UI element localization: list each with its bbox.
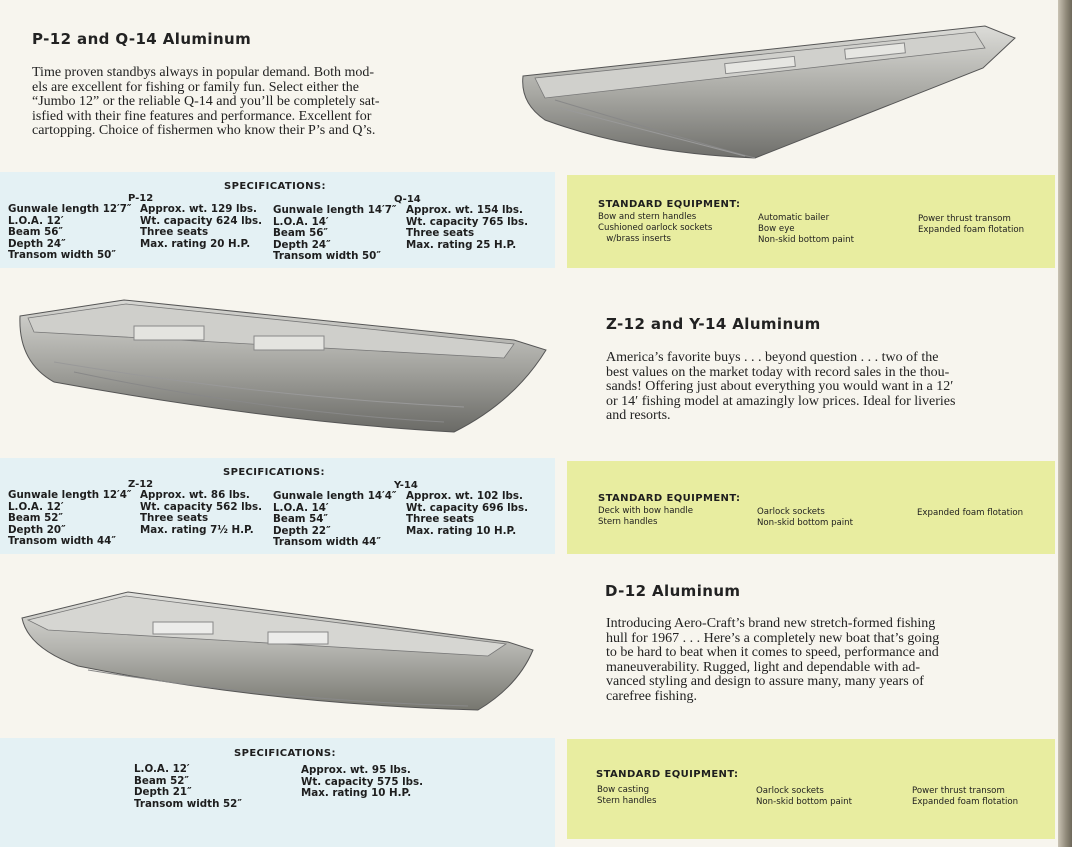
description-line: els are excellent for fishing or family fun. Select either the bbox=[32, 79, 359, 95]
spec-list-z12-dimensions: Gunwale length 12′4″ L.O.A. 12′ Beam 52″ Depth 20″ Transom width 44″ bbox=[8, 489, 132, 548]
description-line: “Jumbo 12” or the reliable Q-14 and you’ll be completely sat- bbox=[32, 94, 380, 109]
section-title-p12-q14: P-12 and Q-14 Aluminum bbox=[32, 30, 252, 48]
spec-list-p12-ratings: Approx. wt. 129 lbs. Wt. capacity 624 lbs. Three seats Max. rating 20 H.P. bbox=[140, 203, 263, 250]
model-label-y14: Y-14 bbox=[394, 480, 418, 491]
description-line: best values on the market today with record sales in the thou- bbox=[606, 364, 950, 380]
description-line: America’s favorite buys . . . beyond question . . . two of the bbox=[606, 350, 939, 365]
boat-photo-d12 bbox=[18, 586, 538, 716]
section-title-z12-y14: Z-12 and Y-14 Aluminum bbox=[606, 315, 821, 333]
section-title-d12: D-12 Aluminum bbox=[605, 582, 741, 600]
equipment-list: Bow casting Stern handles bbox=[597, 785, 657, 806]
spec-list-q14-dimensions: Gunwale length 14′7″ L.O.A. 14′ Beam 56″ Depth 24″ Transom width 50″ bbox=[273, 204, 397, 263]
description-line: and resorts. bbox=[606, 408, 671, 423]
standard-equipment-title: STANDARD EQUIPMENT: bbox=[598, 493, 741, 504]
description-line: sands! Offering just about everything you would want in a 12′ bbox=[606, 379, 954, 394]
description-line: hull for 1967 . . . Here’s a completely new boat that’s going bbox=[606, 630, 940, 646]
description-line: Time proven standbys always in popular demand. Both mod- bbox=[32, 65, 375, 80]
description-line: or 14′ fishing model at amazingly low prices. Ideal for liveries bbox=[606, 393, 956, 409]
boat-photo-p12-q14 bbox=[515, 8, 1025, 166]
spec-list-y14-dimensions: Gunwale length 14′4″ L.O.A. 14′ Beam 54″ Depth 22″ Transom width 44″ bbox=[273, 490, 397, 549]
description-line: isfied with their fine features and performance. Excellent for bbox=[32, 108, 372, 124]
specifications-title: SPECIFICATIONS: bbox=[224, 181, 326, 192]
spec-list-q14-ratings: Approx. wt. 154 lbs. Wt. capacity 765 lbs. Three seats Max. rating 25 H.P. bbox=[406, 204, 529, 251]
section-description-p12-q14 bbox=[32, 66, 430, 139]
specifications-title: SPECIFICATIONS: bbox=[223, 467, 325, 478]
description-line: maneuverability. Rugged, light and dependable with ad- bbox=[606, 659, 921, 675]
spec-list-z12-ratings: Approx. wt. 86 lbs. Wt. capacity 562 lbs. Three seats Max. rating 7½ H.P. bbox=[140, 489, 263, 536]
equipment-list: Power thrust transom Expanded foam flotation bbox=[918, 214, 1025, 235]
section-description-z12-y14 bbox=[606, 351, 1004, 424]
description-line: cartopping. Choice of fishermen who know their P’s and Q’s. bbox=[32, 123, 376, 138]
equipment-list: Oarlock sockets Non-skid bottom paint bbox=[756, 786, 852, 807]
spec-list-d12-dimensions: L.O.A. 12′ Beam 52″ Depth 21″ Transom width 52″ bbox=[134, 763, 242, 810]
model-label-p12: P-12 bbox=[128, 193, 154, 204]
equipment-list: Oarlock sockets Non-skid bottom paint bbox=[757, 507, 853, 528]
boat-photo-z12-y14 bbox=[14, 292, 550, 442]
equipment-list: Bow and stern handles Cushioned oarlock sockets w/brass inserts bbox=[598, 212, 713, 244]
equipment-list: Expanded foam flotation bbox=[917, 508, 1024, 518]
spec-list-y14-ratings: Approx. wt. 102 lbs. Wt. capacity 696 lbs. Three seats Max. rating 10 H.P. bbox=[406, 490, 529, 537]
specifications-title: SPECIFICATIONS: bbox=[234, 748, 336, 759]
standard-equipment-title: STANDARD EQUIPMENT: bbox=[598, 199, 741, 210]
description-line: Introducing Aero-Craft’s brand new stretch-formed fishing bbox=[606, 616, 936, 631]
spec-list-d12-ratings: Approx. wt. 95 lbs. Wt. capacity 575 lbs. Max. rating 10 H.P. bbox=[301, 764, 424, 800]
equipment-list: Automatic bailer Bow eye Non-skid bottom paint bbox=[758, 213, 854, 245]
equipment-list: Deck with bow handle Stern handles bbox=[598, 506, 694, 527]
page-binding-edge bbox=[1058, 0, 1072, 847]
description-line: carefree fishing. bbox=[606, 688, 697, 704]
description-line: vanced styling and design to assure many, many years of bbox=[606, 674, 924, 689]
description-line: to be hard to beat when it comes to speed, performance and bbox=[606, 645, 939, 660]
model-label-q14: Q-14 bbox=[394, 194, 421, 205]
model-label-z12: Z-12 bbox=[128, 479, 154, 490]
section-description-d12 bbox=[606, 617, 1004, 704]
spec-list-p12-dimensions: Gunwale length 12′7″ L.O.A. 12′ Beam 56″ Depth 24″ Transom width 50″ bbox=[8, 203, 132, 262]
equipment-list: Power thrust transom Expanded foam flotation bbox=[912, 786, 1019, 807]
standard-equipment-title: STANDARD EQUIPMENT: bbox=[596, 769, 739, 780]
